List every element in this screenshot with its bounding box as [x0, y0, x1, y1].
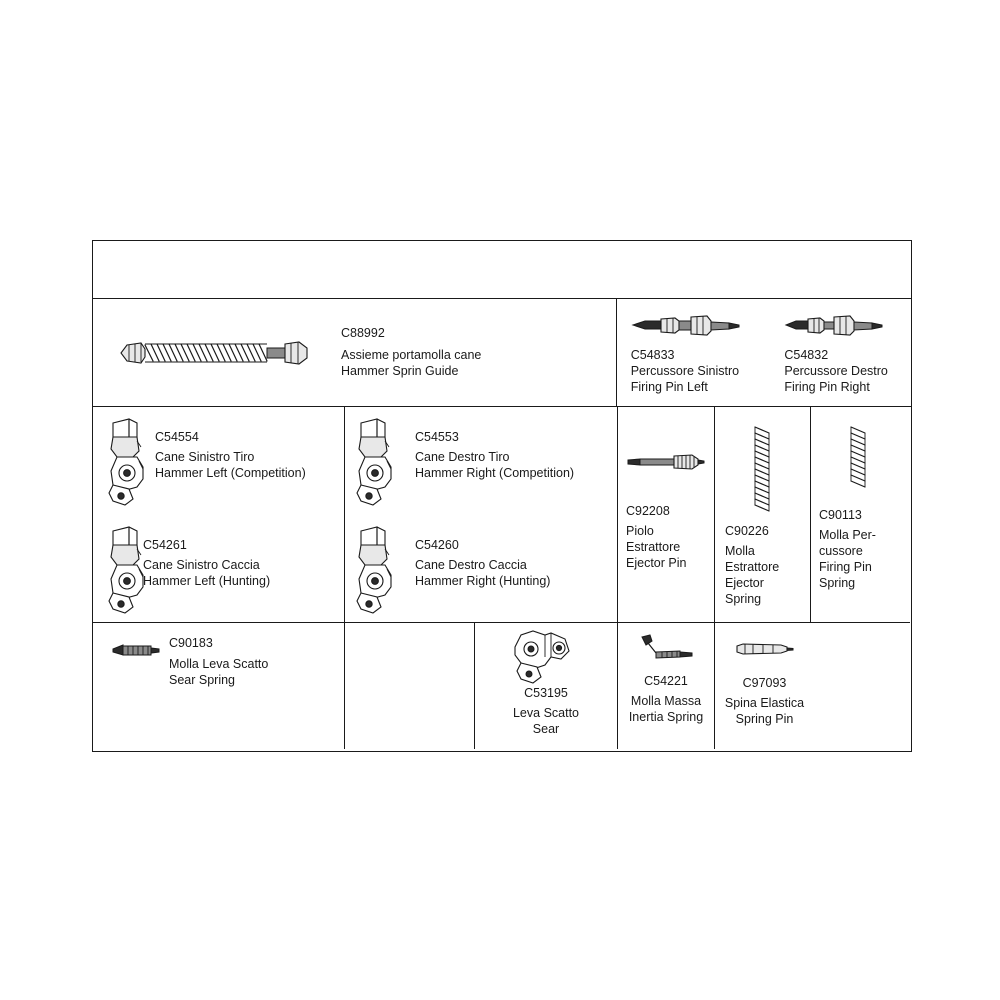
table-row — [93, 299, 911, 407]
cell-hammer-spring-guide — [93, 299, 617, 407]
part-desc-it-1: Molla — [725, 544, 755, 558]
part-code: C54833 — [630, 348, 675, 362]
cell-firing-pin-left — [617, 299, 767, 407]
part-code: C54261 — [143, 538, 187, 552]
cell-ejector-spring — [715, 407, 811, 623]
part-desc-en-1: Firing Pin — [819, 560, 872, 574]
part-desc-en: Hammer Left (Competition) — [155, 466, 306, 480]
part-desc-it: Assieme portamolla cane — [341, 348, 482, 362]
header-blank-cell — [93, 241, 911, 299]
part-desc-en: Sear Spring — [169, 673, 236, 687]
cell-firing-pin-spring — [811, 407, 910, 623]
part-desc-it-2: cussore — [819, 544, 863, 558]
hammer-icon — [351, 417, 413, 509]
part-code: C88992 — [341, 326, 385, 340]
table-row — [93, 407, 911, 623]
part-desc-it-1: Molla Per- — [819, 528, 876, 542]
part-code: C54260 — [415, 538, 459, 552]
spring-pin-icon — [733, 639, 797, 659]
part-desc-it-2: Estrattore — [626, 540, 681, 554]
part-desc-en: Hammer Sprin Guide — [341, 364, 459, 378]
coil-spring-icon — [847, 421, 871, 499]
cell-empty — [345, 623, 475, 749]
part-code: C90226 — [725, 524, 769, 538]
hammer-spring-guide-icon — [115, 331, 315, 375]
part-desc-en: Firing Pin Left — [630, 380, 708, 394]
part-code: C90113 — [819, 508, 862, 522]
sear-spring-icon — [111, 641, 163, 661]
part-desc-it-1: Piolo — [626, 524, 654, 538]
cell-hammers-right — [345, 407, 618, 623]
part-code: C53195 — [524, 686, 568, 700]
part-desc-it: Cane Sinistro Tiro — [155, 450, 255, 464]
part-code: C92208 — [626, 504, 670, 518]
part-desc-it: Leva Scatto — [512, 706, 579, 720]
part-desc-en: Spring Pin — [735, 712, 794, 726]
part-desc-en: Sear — [532, 722, 560, 736]
cell-ejector-pin — [618, 407, 715, 623]
part-desc-it: Cane Destro Tiro — [415, 450, 510, 464]
part-desc-en: Hammer Right (Hunting) — [415, 574, 551, 588]
cell-inertia-spring — [618, 623, 715, 749]
part-desc-en: Firing Pin Right — [784, 380, 870, 394]
table-row — [93, 623, 911, 749]
part-desc-it-2: Estrattore — [725, 560, 780, 574]
table-header-row — [93, 241, 911, 299]
cell-sear — [475, 623, 618, 749]
part-code: C54554 — [155, 430, 199, 444]
cell-sear-spring — [93, 623, 345, 749]
inertia-spring-icon — [636, 633, 700, 673]
part-desc-en-2: Spring — [725, 592, 762, 606]
part-desc-it: Cane Sinistro Caccia — [143, 558, 260, 572]
part-desc-it: Spina Elastica — [724, 696, 805, 710]
part-code: C54832 — [784, 348, 829, 362]
parts-table — [92, 240, 912, 752]
part-desc-en: Inertia Spring — [628, 710, 704, 724]
hammer-icon — [351, 525, 413, 617]
firing-pin-left-icon — [631, 313, 741, 339]
part-desc-en: Hammer Left (Hunting) — [143, 574, 271, 588]
part-code: C54221 — [644, 674, 688, 688]
coil-spring-icon — [751, 421, 775, 517]
part-desc-it: Cane Destro Caccia — [415, 558, 527, 572]
part-code: C54553 — [415, 430, 459, 444]
part-desc-it: Molla Massa — [630, 694, 702, 708]
sear-icon — [511, 629, 583, 685]
part-desc-it: Percussore Sinistro — [630, 364, 740, 378]
part-desc-it: Percussore Destro — [784, 364, 888, 378]
part-desc-en: Hammer Right (Competition) — [415, 466, 575, 480]
cell-spring-pin — [715, 623, 814, 749]
part-desc-it: Molla Leva Scatto — [169, 657, 269, 671]
part-code: C97093 — [742, 676, 787, 690]
part-desc-en-2: Spring — [819, 576, 856, 590]
firing-pin-right-icon — [784, 313, 884, 339]
part-code: C90183 — [169, 636, 213, 650]
cell-hammers-left — [93, 407, 345, 623]
part-desc-en: Ejector Pin — [626, 556, 687, 570]
ejector-pin-icon — [626, 449, 706, 475]
cell-firing-pin-right — [766, 299, 911, 407]
part-desc-en-1: Ejector — [725, 576, 764, 590]
